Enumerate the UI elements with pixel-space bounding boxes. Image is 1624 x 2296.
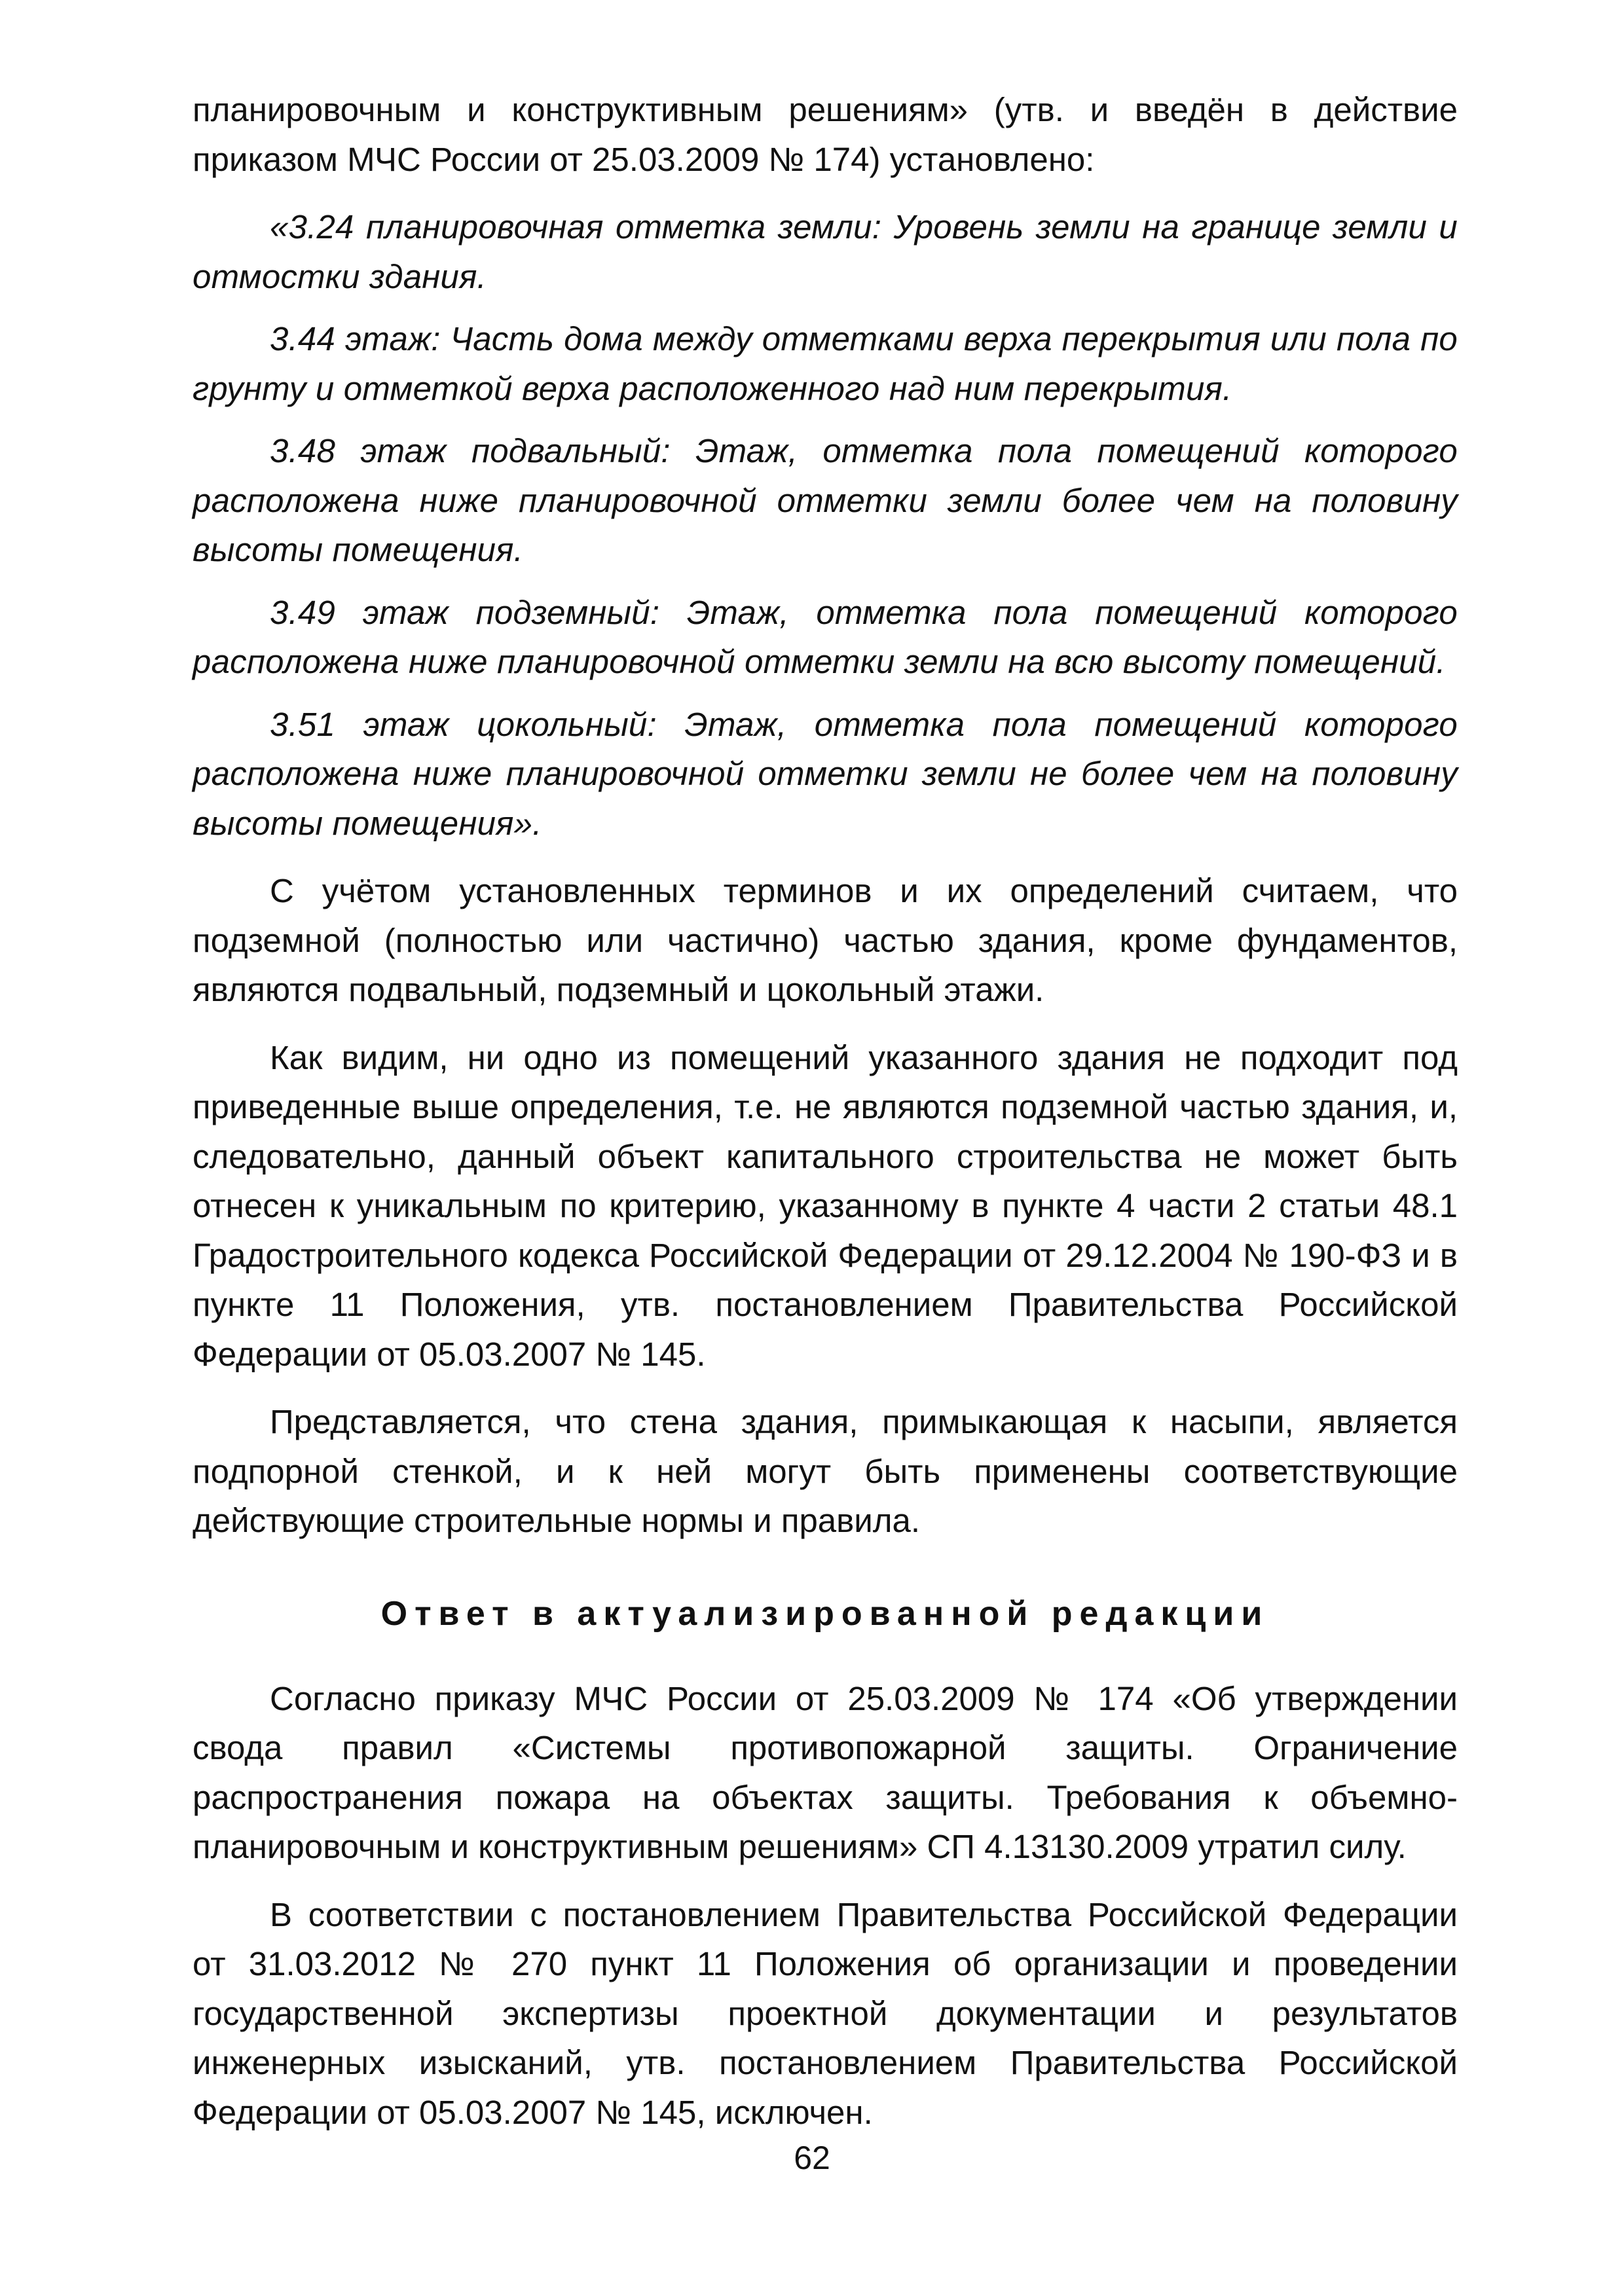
analysis-paragraph: Как видим, ни одно из помещений указанного здания не подходит под приведенные выше определения, т.е. не являются подземной частью здания, и, следовательно, данный объект капитального строительства не может быть отнесен к уникальным по критерию, указанному в пункте 4 части 2 статьи 48.1 Градостроительного кодекса Российской Федерации от 29.12.2004 № 190-ФЗ и в пункте 11 Положения, утв. постановлением Правительства Российской Федерации от 05.03.2007 № 145.: [193, 1038, 1458, 1373]
retaining-wall-paragraph: Представляется, что стена здания, примыкающая к насыпи, является подпорной стенкой, и к ней могут быть применены соответствующие действующие строительные нормы и правила.: [193, 1403, 1458, 1539]
section-heading: Ответ в актуализированной редакции: [380, 1594, 1270, 1633]
definition-3-51: 3.51 этаж цокольный: Этаж, отметка пола помещений которого расположена ниже планировочной отметки земли не более чем на половину высоты помещения».: [193, 705, 1458, 842]
definition-3-24: «3.24 планировочная отметка земли: Уровень земли на границе земли и отмостки здания.: [193, 208, 1458, 295]
intro-paragraph: планировочным и конструктивным решениям» (утв. и введён в действие приказом МЧС России от 25.03.2009 № 174) установлено:: [193, 91, 1458, 178]
updated-answer-paragraph-1: Согласно приказу МЧС России от 25.03.2009 № 174 «Об утверждении свода правил «Системы противопожарной защиты. Ограничение распространения пожара на объектах защиты. Требования к объемно-планировочным и конструктивным решениям» СП 4.13130.2009 утратил силу.: [193, 1679, 1458, 1865]
definition-3-49: 3.49 этаж подземный: Этаж, отметка пола помещений которого расположена ниже планировочной отметки земли на всю высоту помещений.: [193, 593, 1458, 680]
updated-answer-paragraph-2: В соответствии с постановлением Правительства Российской Федерации от 31.03.2012 № 270 пункт 11 Положения об организации и проведении государственной экспертизы проектной документации и результатов инженерных изысканий, утв. постановлением Правительства Российской Федерации от 05.03.2007 № 145, исключен.: [193, 1895, 1458, 2131]
definition-3-48: 3.48 этаж подвальный: Этаж, отметка пола помещений которого расположена ниже планировочной отметки земли более чем на половину высоты помещения.: [193, 432, 1458, 568]
conclusion-paragraph: С учётом установленных терминов и их определений считаем, что подземной (полностью или частично) частью здания, кроме фундаментов, являются подвальный, подземный и цокольный этажи.: [193, 872, 1458, 1008]
page-number: 62: [794, 2140, 830, 2176]
page-content: [193, 85, 1458, 2137]
definition-3-44: 3.44 этаж: Часть дома между отметками верха перекрытия или пола по грунту и отметкой верха расположенного над ним перекрытия.: [193, 320, 1458, 407]
